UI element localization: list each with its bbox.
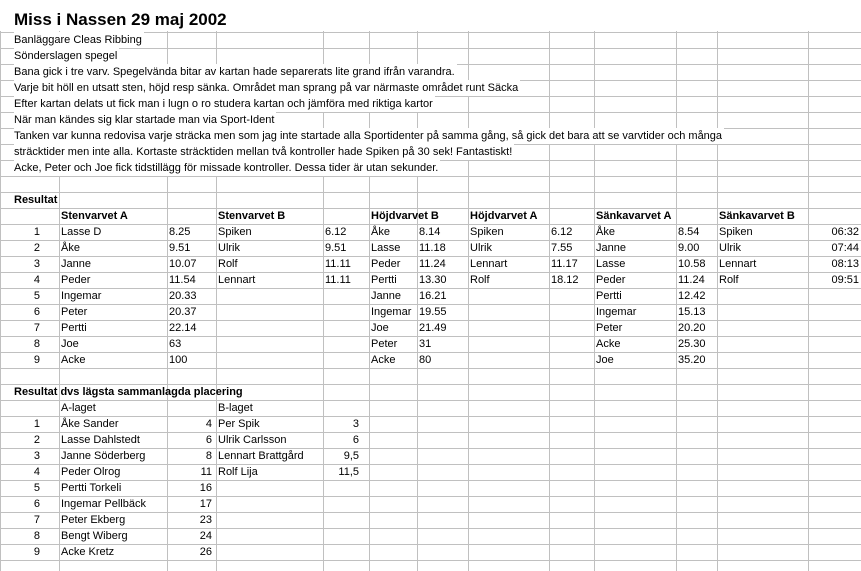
runner-name: Peder	[61, 274, 91, 286]
group-heading: Stenvarvet B	[218, 210, 286, 222]
runner-time: 63	[169, 338, 182, 350]
runner-name: Lennart	[218, 274, 256, 286]
b-team-score: 9,5	[343, 450, 359, 462]
a-team-score: 11	[200, 466, 212, 478]
runner-time: 16.21	[419, 290, 447, 302]
a-team-score: 26	[199, 546, 212, 558]
a-team-score: 17	[199, 498, 212, 510]
runner-time: 21.49	[419, 322, 447, 334]
a-team-score: 16	[199, 482, 212, 494]
runner-name: Lasse D	[61, 226, 102, 238]
b-team-member: Ulrik Carlsson	[218, 434, 287, 446]
group-heading: Höjdvarvet A	[470, 210, 538, 222]
rank-number: 5	[33, 482, 40, 494]
runner-time: 9.00	[678, 242, 700, 254]
runner-time: 9.51	[325, 242, 347, 254]
runner-name: Spiken	[218, 226, 252, 238]
group-heading: Sänkavarvet B	[719, 210, 795, 222]
summary-heading: Resultat dvs lägsta sammanlagda placering	[14, 386, 243, 398]
runner-time: 20.37	[169, 306, 197, 318]
intro-line: Acke, Peter och Joe fick tidstillägg för missade kontroller. Dessa tider är utan sekunder.	[14, 162, 439, 174]
runner-time: 22.14	[169, 322, 197, 334]
runner-name: Joe	[371, 322, 389, 334]
runner-name: Lennart	[470, 258, 508, 270]
runner-time: 12.42	[678, 290, 706, 302]
a-team-label: A-laget	[61, 402, 96, 414]
runner-name: Rolf	[470, 274, 490, 286]
runner-name: Peder	[371, 258, 401, 270]
runner-time: 11.11	[325, 258, 351, 270]
b-team-score: 3	[352, 418, 359, 430]
results-heading: Resultat	[14, 194, 58, 206]
runner-name: Åke	[596, 226, 615, 238]
grid-column-line	[717, 0, 718, 571]
runner-time: 8.14	[419, 226, 441, 238]
runner-name: Janne	[61, 258, 91, 270]
rank-number: 4	[33, 274, 40, 286]
b-team-score: 11,5	[338, 466, 359, 478]
runner-name: Acke	[596, 338, 621, 350]
rank-number: 8	[33, 338, 40, 350]
rank-number: 3	[33, 450, 40, 462]
b-team-member: Rolf Lija	[218, 466, 258, 478]
runner-time: 6.12	[325, 226, 347, 238]
rank-number: 1	[33, 418, 40, 430]
intro-line: Efter kartan delats ut fick man i lugn o ro studera kartan och jämföra med riktiga kartor	[14, 98, 433, 110]
runner-time: 11.54	[169, 274, 196, 286]
runner-time: 18.12	[551, 274, 579, 286]
runner-time: 07:44	[831, 242, 859, 254]
rank-number: 2	[33, 434, 40, 446]
runner-time: 31	[419, 338, 432, 350]
a-team-member: Pertti Torkeli	[61, 482, 122, 494]
intro-line: Bana gick i tre varv. Spegelvända bitar av kartan hade separerats lite grand ifrån varandra.	[14, 66, 455, 78]
a-team-member: Janne Söderberg	[61, 450, 146, 462]
intro-line: När man kändes sig klar startade man via Sport-Ident	[14, 114, 275, 126]
b-team-member: Lennart Brattgård	[218, 450, 304, 462]
a-team-member: Acke Kretz	[61, 546, 115, 558]
a-team-member: Ingemar Pellbäck	[61, 498, 146, 510]
intro-line: Sönderslagen spegel	[14, 50, 118, 62]
runner-name: Lasse	[596, 258, 626, 270]
a-team-member: Peter Ekberg	[61, 514, 126, 526]
runner-name: Janne	[596, 242, 626, 254]
intro-line: Banläggare Cleas Ribbing	[14, 34, 142, 46]
runner-time: 25.30	[678, 338, 706, 350]
runner-time: 8.54	[678, 226, 700, 238]
intro-line: Tanken var kunna redovisa varje sträcka men som jag inte startade alla Sportidenter på samma gång, så gick det bara att se varvtider och många	[14, 130, 723, 142]
a-team-member: Lasse Dahlstedt	[61, 434, 140, 446]
runner-name: Ingemar	[61, 290, 102, 302]
page-title: Miss i Nassen 29 maj 2002	[14, 10, 227, 29]
runner-time: 35.20	[678, 354, 706, 366]
runner-name: Ulrik	[470, 242, 492, 254]
a-team-score: 4	[205, 418, 212, 430]
runner-name: Åke	[61, 242, 80, 254]
runner-time: 20.33	[169, 290, 197, 302]
b-team-score: 6	[352, 434, 359, 446]
runner-name: Pertti	[61, 322, 87, 334]
rank-number: 8	[33, 530, 40, 542]
a-team-score: 6	[205, 434, 212, 446]
rank-number: 9	[33, 546, 40, 558]
runner-name: Joe	[596, 354, 614, 366]
b-team-label: B-laget	[218, 402, 253, 414]
runner-time: 19.55	[419, 306, 447, 318]
runner-time: 06:32	[831, 226, 859, 238]
intro-line: Varje bit höll en utsatt sten, höjd resp sänka. Området man sprang på var närmaste området runt Säcka	[14, 82, 519, 94]
grid-column-line	[594, 0, 595, 571]
runner-time: 80	[419, 354, 432, 366]
runner-time: 08:13	[831, 258, 859, 270]
rank-number: 6	[33, 498, 40, 510]
runner-name: Rolf	[719, 274, 739, 286]
b-team-member: Per Spik	[218, 418, 260, 430]
runner-time: 15.13	[678, 306, 706, 318]
a-team-member: Åke Sander	[61, 418, 119, 430]
runner-time: 10.07	[169, 258, 197, 270]
runner-name: Spiken	[719, 226, 753, 238]
runner-name: Lennart	[719, 258, 757, 270]
runner-time: 9.51	[169, 242, 191, 254]
a-team-score: 23	[199, 514, 212, 526]
group-heading: Stenvarvet A	[61, 210, 128, 222]
runner-time: 100	[169, 354, 188, 366]
runner-name: Janne	[371, 290, 401, 302]
runner-name: Pertti	[596, 290, 622, 302]
rank-number: 2	[33, 242, 40, 254]
runner-name: Ingemar	[596, 306, 637, 318]
runner-name: Ingemar	[371, 306, 412, 318]
runner-name: Åke	[371, 226, 390, 238]
rank-number: 4	[33, 466, 40, 478]
runner-time: 11.24	[678, 274, 705, 286]
group-heading: Sänkavarvet A	[596, 210, 672, 222]
runner-name: Acke	[371, 354, 396, 366]
runner-name: Acke	[61, 354, 86, 366]
rank-number: 9	[33, 354, 40, 366]
rank-number: 7	[33, 322, 40, 334]
grid-column-line	[808, 0, 809, 571]
runner-time: 13.30	[419, 274, 447, 286]
a-team-member: Bengt Wiberg	[61, 530, 128, 542]
grid-column-line	[676, 0, 677, 571]
runner-name: Peter	[61, 306, 88, 318]
a-team-member: Peder Olrog	[61, 466, 121, 478]
runner-time: 7.55	[551, 242, 573, 254]
runner-time: 09:51	[831, 274, 859, 286]
runner-time: 20.20	[678, 322, 706, 334]
runner-name: Lasse	[371, 242, 401, 254]
runner-time: 11.17	[551, 258, 578, 270]
rank-number: 7	[33, 514, 40, 526]
runner-time: 6.12	[551, 226, 573, 238]
runner-name: Peter	[371, 338, 398, 350]
grid-column-line	[549, 0, 550, 571]
runner-name: Pertti	[371, 274, 397, 286]
a-team-score: 8	[205, 450, 212, 462]
a-team-score: 24	[199, 530, 212, 542]
runner-time: 11.11	[325, 274, 351, 286]
runner-time: 11.24	[419, 258, 446, 270]
runner-time: 8.25	[169, 226, 191, 238]
runner-name: Peder	[596, 274, 626, 286]
runner-time: 10.58	[678, 258, 706, 270]
intro-line: sträcktider men inte alla. Kortaste sträcktiden mellan två kontroller hade Spiken på 30 sek! Fantastiskt!	[14, 146, 513, 158]
runner-name: Rolf	[218, 258, 238, 270]
runner-name: Ulrik	[218, 242, 240, 254]
group-heading: Höjdvarvet B	[371, 210, 439, 222]
rank-number: 1	[33, 226, 40, 238]
rank-number: 3	[33, 258, 40, 270]
runner-time: 11.18	[419, 242, 446, 254]
runner-name: Joe	[61, 338, 79, 350]
runner-name: Spiken	[470, 226, 504, 238]
rank-number: 6	[33, 306, 40, 318]
runner-name: Peter	[596, 322, 623, 334]
rank-number: 5	[33, 290, 40, 302]
runner-name: Ulrik	[719, 242, 741, 254]
